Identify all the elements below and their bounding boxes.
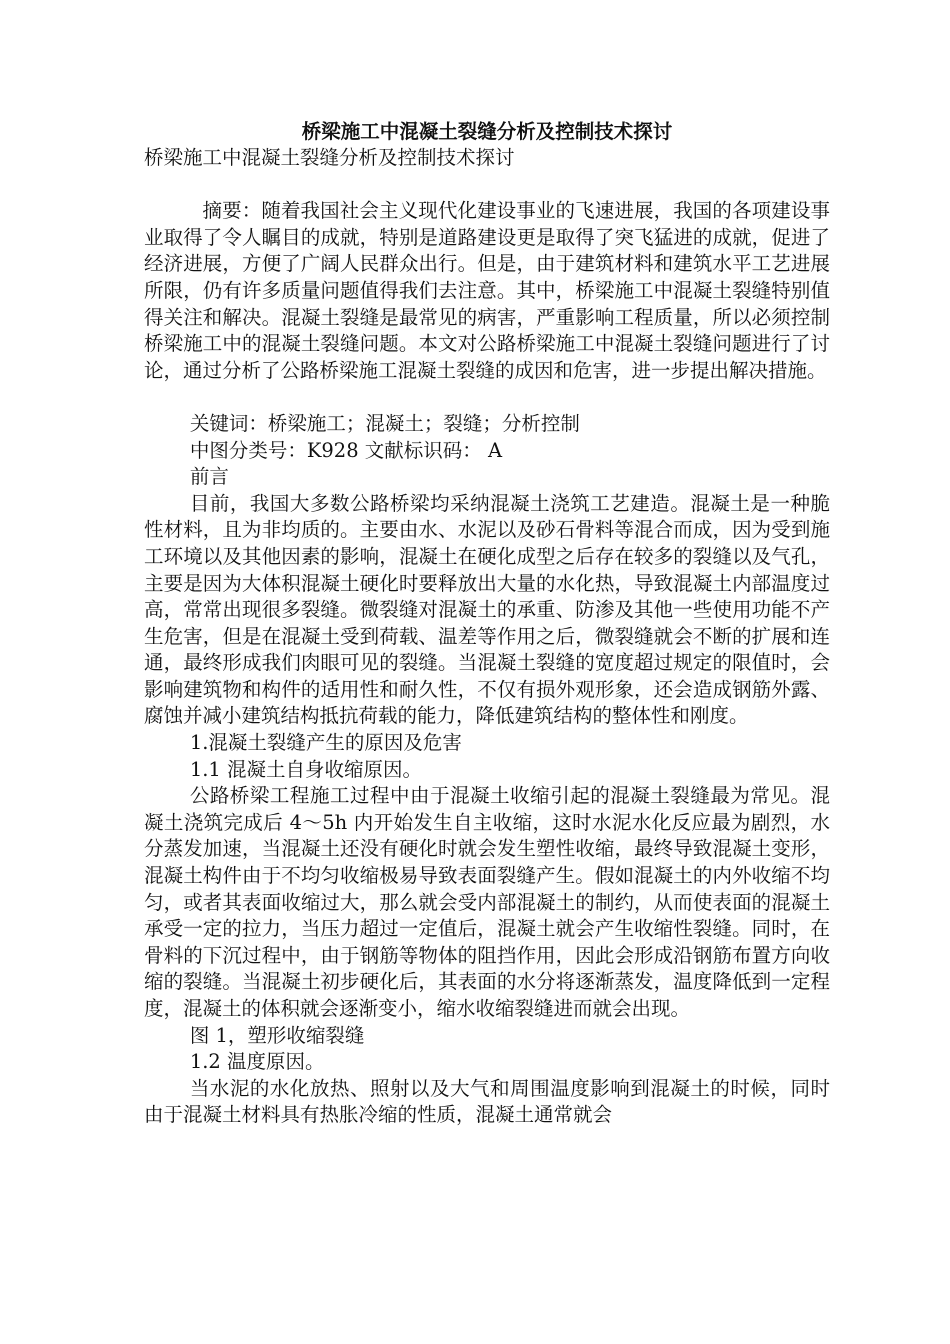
- blank-line: [144, 172, 830, 199]
- section-1-1-paragraph: 公路桥梁工程施工过程中由于混凝土收缩引起的混凝土裂缝最为常见。混凝土浇筑完成后 4～5h 内开始发生自主收缩，这时水泥水化反应最为剧烈，水分蒸发加速，当混凝土还没有硬化时就会发生塑性收缩，最终导致混凝土变形，混凝土构件由于不均匀收缩极易导致表面裂缝产生。假如混凝土的内外收缩不均匀，或者其表面收缩过大，那么就会受内部混凝土的制约，从而使表面的混凝土承受一定的拉力，当压力超过一定值后，混凝土就会产生收缩性裂缝。同时，在骨料的下沉过程中，由于钢筋等物体的阻挡作用，因此会形成沿钢筋布置方向收缩的裂缝。当混凝土初步硬化后，其表面的水分将逐渐蒸发，温度降低到一定程度，混凝土的体积就会逐渐变小，缩水收缩裂缝进而就会出现。: [144, 784, 830, 1020]
- abstract-paragraph: 摘要：随着我国社会主义现代化建设事业的飞速进展，我国的各项建设事业取得了令人瞩目的成就，特别是道路建设更是取得了突飞猛进的成就，促进了经济进展，方便了广阔人民群众出行。但是，由于建筑材料和建筑水平工艺进展所限，仍有许多质量问题值得我们去注意。其中，桥梁施工中混凝土裂缝特别值得关注和解决。混凝土裂缝是最常见的病害，严重影响工程质量，所以必须控制桥梁施工中的混凝土裂缝问题。本文对公路桥梁施工中混凝土裂缝问题进行了讨论，通过分析了公路桥梁施工混凝土裂缝的成因和危害，进一步提出解决措施。: [144, 199, 830, 382]
- section-1-2-heading: 1.2 温度原因。: [189, 1050, 325, 1074]
- keywords-line: 关键词：桥梁施工；混凝土；裂缝；分析控制: [189, 411, 580, 435]
- preface-paragraph: 目前，我国大多数公路桥梁均采纳混凝土浇筑工艺建造。混凝土是一种脆性材料，且为非均质的。主要由水、水泥以及砂石骨料等混合而成，因为受到施工环境以及其他因素的影响，混凝土在硬化成型之后存在较多的裂缝以及气孔，主要是因为大体积混凝土硬化时要释放出大量的水化热，导致混凝土内部温度过高，常常出现很多裂缝。微裂缝对混凝土的承重、防渗及其他一些使用功能不产生危害，但是在混凝土受到荷载、温差等作用之后，微裂缝就会不断的扩展和连通，最终形成我们肉眼可见的裂缝。当混凝土裂缝的宽度超过规定的限值时，会影响建筑物和构件的适用性和耐久性，不仅有损外观形象，还会造成钢筋外露、腐蚀并减小建筑结构抵抗荷载的能力，降低建筑结构的整体性和刚度。: [144, 491, 830, 728]
- blank-line: [144, 384, 830, 411]
- section-1-1-heading: 1.1 混凝土自身收缩原因。: [189, 757, 423, 781]
- classification-line: 中图分类号：K928 文献标识码： A: [189, 438, 503, 462]
- document-title: 桥梁施工中混凝土裂缝分析及控制技术探讨: [301, 120, 673, 143]
- section-1-2-paragraph: 当水泥的水化放热、照射以及大气和周围温度影响到混凝土的时候，同时由于混凝土材料具有热胀冷缩的性质，混凝土通常就会: [144, 1076, 830, 1127]
- figure-1-caption: 图 1，塑形收缩裂缝: [189, 1023, 365, 1047]
- section-1-heading: 1.混凝土裂缝产生的原因及危害: [189, 731, 462, 755]
- document-subtitle: 桥梁施工中混凝土裂缝分析及控制技术探讨: [144, 146, 515, 169]
- preface-heading: 前言: [189, 465, 229, 489]
